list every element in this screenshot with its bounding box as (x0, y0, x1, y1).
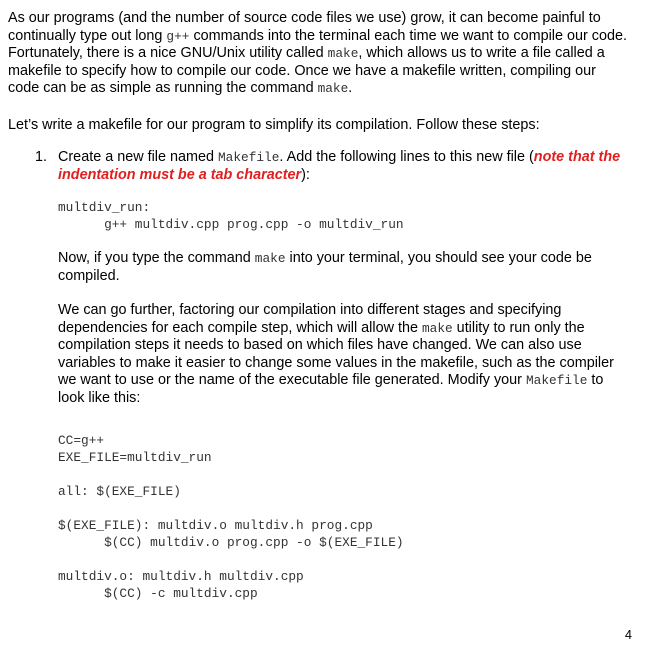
code-line: $(CC) multdiv.o prog.cpp -o $(EXE_FILE) (58, 535, 404, 550)
code-line: all: $(EXE_FILE) (58, 484, 181, 499)
step-number: 1. (35, 149, 48, 165)
code-line: $(EXE_FILE): multdiv.o multdiv.h prog.cpp (58, 518, 373, 533)
page-number: 4 (624, 627, 632, 642)
code-block-1 (58, 199, 404, 233)
step-1-text-c: ): (301, 166, 310, 183)
intro-text-2: commands into the terminal each time we want to compile our code. Fortunately, there is a nice GNU/Unix utility called (8, 27, 627, 62)
code-line: EXE_FILE=multdiv_run (58, 450, 212, 465)
tab-warning: note that the indentation must be a tab character (58, 149, 621, 183)
inline-code-make-utility: make (421, 320, 453, 336)
step-1-text-a: Create a new file named (58, 149, 218, 165)
code-line: CC=g++ (58, 433, 105, 448)
lead-paragraph: Let’s write a makefile for our program to simplify its compilation. Follow these steps: (8, 117, 540, 133)
further-text-a: We can go further, factoring our compilation into different stages and specifying dependencies for each compile step, which will allow the (58, 302, 562, 336)
code-line: g++ multdiv.cpp prog.cpp -o multdiv_run (58, 217, 404, 232)
further-text-b: utility to run only the compilation steps it needs to based on which files have changed. We can also use variables to make it easier to change some values in the makefile, such as the compiler we want to use or the name of the executable file generated. Modify your (58, 319, 614, 389)
code-line: $(CC) -c multdiv.cpp (58, 586, 258, 601)
step-1-text-b: . Add the following lines to this new file ( (279, 149, 534, 165)
inline-code-makefile: Makefile (217, 150, 280, 165)
code-line (58, 466, 404, 483)
intro-text-1: As our programs (and the number of source code files we use) grow, it can become painful to continually type out long (8, 10, 601, 44)
inline-code-makefile-2: Makefile (525, 373, 588, 389)
code-line: multdiv.o: multdiv.h multdiv.cpp (58, 569, 304, 584)
now-text-b: into your terminal, you should see your code be compiled. (58, 250, 592, 284)
inline-code-make-command: make (317, 81, 349, 97)
intro-paragraph (8, 10, 628, 98)
code-line (58, 551, 404, 568)
intro-text-3: , which allows us to write a file called a makefile to specify how to compile our code. Once we have a makefile written, compiling our code can be as simple as running the command (8, 45, 605, 97)
code-line: multdiv_run: (58, 200, 151, 215)
code-block-2 (58, 432, 404, 602)
inline-code-gpp: g++ (166, 28, 190, 44)
now-text-a: Now, if you type the command (58, 250, 255, 266)
inline-code-make: make (327, 46, 359, 62)
further-paragraph (58, 302, 633, 408)
inline-code-make-now: make (254, 251, 286, 266)
step-1-text (58, 149, 633, 184)
further-text-c: to look like this: (58, 372, 604, 406)
now-paragraph (58, 250, 628, 285)
intro-text-4: . (348, 80, 353, 97)
code-line (58, 500, 404, 517)
